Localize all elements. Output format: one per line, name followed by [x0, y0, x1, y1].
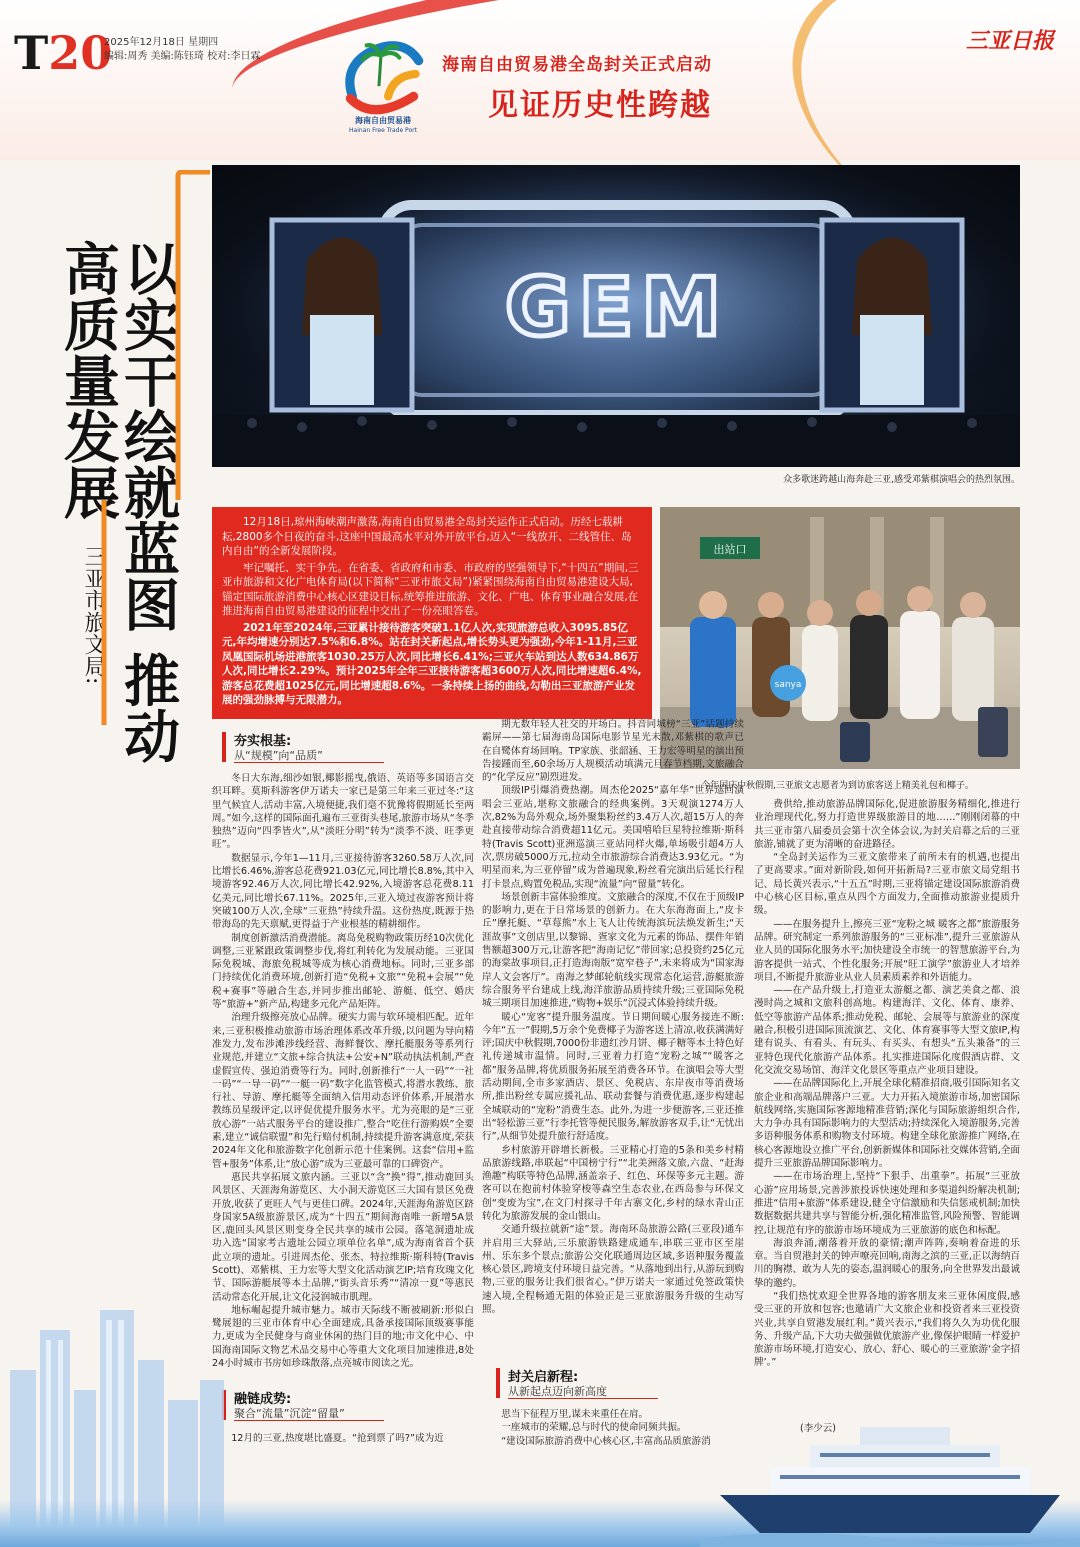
article-column-1b	[212, 1432, 474, 1450]
article-paragraph: 地标崛起提升城市魅力。城市天际线不断被刷新:形似白鹭展翅的三亚市体育中心全面建成,具备承接国际顶级赛事能力,更成为全民健身与商业休闲的热门目的地;市文化中心、中国海南国际文物艺术品交易中心等重大文化项目加速推进,8处24小时城市书房如珍珠散落,点亮城市阅读之光。	[212, 1304, 474, 1370]
masthead: 三亚日报	[966, 28, 1055, 54]
section-head-2: 融链成势: 聚合“流量”沉淀“留量”	[222, 1388, 422, 1428]
header-meta	[104, 36, 260, 64]
article-paragraph: 海浪奔涌,潮落着开放的豪情;潮声阵阵,奏响着奋进的乐章。当自贸港封关的钟声嘹亮回响,南海之滨的三亚,正以海纳百川的胸襟、敢为人先的姿态,温润暖心的服务,向全世界发出最诚挚的邀约。	[754, 1237, 1020, 1289]
article-column-3	[754, 798, 1020, 1416]
article-paragraph: 一座城市的荣耀,总与时代的使命同频共振。	[501, 1422, 687, 1434]
concert-photo	[212, 165, 1020, 467]
section-head-3: 封关启新程: 从新起点迈向新高度	[496, 1366, 696, 1406]
logo-caption: 海南自由贸易港 Hainan Free Trade Port	[349, 116, 417, 134]
issue-date: 2025年12月18日 星期四	[104, 37, 219, 48]
article-column-1	[212, 772, 474, 1380]
headline-source: 三亚市旅文局:	[81, 545, 106, 685]
article-paragraph: 惠民共享拓展文旅内涵。三亚以“含”换“得”,推动鹿回头风景区、天涯海角游览区、大小洞天游览区三大国有景区免费开放,收获了更旺人气与更佳口碑。2024年,天涯海角游览区跻身国家5A级旅游景区,成为“十四五”期间海南唯一新增5A景区,鹿回头风景区则变身全民共享的城市公园。落笔洞遗址成功入选“国家考古遗址公园立项单位名单”,成为海南省首个获此立项的遗址。引进周杰伦、张杰、特拉维斯·斯科特(Travis Scott)、邓紫棋、王力宏等大型文化活动演艺IP;培育玫瑰文化节、国际游艇展等本土品牌,“街头音乐秀”“清凉一夏”等惠民活动常态化开展,让文化浸润城市肌理。	[212, 1171, 474, 1303]
editors-line: 编辑:周秀 美编:陈钰琦 校对:李日霖	[104, 51, 261, 62]
article-column-2	[482, 718, 744, 1358]
intro-paragraph: 12月18日,琼州海峡潮声激荡,海南自由贸易港全岛封关运作正式启动。历经七载耕耘,2800多个日夜的奋斗,这座中国最高水平对外开放平台,迈入“一线放开、二线管住、岛内自由”的全新发展阶段。	[222, 516, 632, 557]
concert-caption: 众多歌迷跨越山海奔赴三亚,感受邓紫棋演唱会的热烈氛围。	[783, 475, 1020, 485]
intro-paragraph: 2021年至2024年,三亚累计接待游客突破1.1亿人次,实现旅游总收入3095.85亿元,年均增速分别达7.5%和6.8%。站在封关新起点,增长势头更为强劲,今年1-11月,三亚凤凰国际机场进港旅客1030.25万人次,同比增长6.41%;三亚火车站到达人数634.86万人次,同比增长2.29%。预计2025年全年三亚接待游客超3600万人次,同比增速超6.4%,游客总花费超1025亿元,同比增速超8.6%。一条持续上扬的曲线,勾勒出三亚旅游产业发展的强劲脉搏与无限潜力。	[222, 621, 642, 706]
intro-box	[212, 507, 652, 719]
article-paragraph: “全岛封关运作为三亚文旅带来了前所未有的机遇,也提出了更高要求。”面对新阶段,如何开拓新局?三亚市旅文局党组书记、局长黄兴表示,“十五五”时期,三亚将锚定建设国际旅游消费中心核心区目标,重点从四个方面发力,全面推动旅游业提质升级。	[754, 852, 1020, 917]
article-paragraph: 场景创新丰富体验维度。文旅融合的深度,不仅在于顶级IP的影响力,更在于日常场景的创新力。在大东海海面上,“皮卡丘”摩托艇、“草莓熊”水上飞人让传统海滨玩法焕发新生;“天涯故事”文创店里,以黎锦、疍家文化为元素的饰品、摆件年销售额超300万元,让游客把“海南记忆”带回家;总投资约25亿元的海棠故事项目,正打造海南版“宽窄巷子”,未来将成为“国家海岸人文会客厅”。南海之梦邮轮航线实现常态化运营,游艇旅游综合服务平台建成上线,海洋旅游品质持续升级;三亚国际免税城三期项目加速推进,“购物+娱乐”沉浸式体验持续升级。	[482, 891, 744, 1010]
article-paragraph: 暖心“宠客”提升服务温度。节日期间暖心服务接连不断:今年“五一”假期,5万余个免费椰子为游客送上清凉,收获满满好评;国庆中秋假期,7000份非遗红沙月饼、椰子糖等本土特色好礼传递城市温情。同时,三亚着力打造“宠粉之城”“暖客之都”服务品牌,将优质服务拓展至消费各环节。在演唱会等大型活动期间,全市多家酒店、景区、免税店、东岸夜市等消费场所,推出粉丝专属应援礼品、联动套餐与消费优惠,逐步构建起全城联动的“宠粉”消费生态。此外,为进一步便游客,三亚还推出“轻松游三亚”行李托管等便民服务,解放游客双手,让“无忧出行”,从细节处提升旅行舒适度。	[482, 1011, 744, 1143]
article-paragraph: 期无数年轻人社交的开场白。抖音同城榜“三亚”话题持续霸屏——第七届海南岛国际电影节星光未散,邓紫棋的歌声已在自鹭体育场回响。TP家族、张韶涵、王力宏等明星的演出预告接踵而至,60余场万人规模活动填满元旦春节档期,文旅融合的“化学反应”剧烈进发。	[482, 719, 744, 784]
intro-paragraph: 牢记嘱托、实干争先。在省委、省政府和市委、市政府的坚强领导下,“十四五”期间,三亚市旅游和文化广电体育局(以下简称“三亚市旅文局”)紧紧围绕海南自由贸易港建设大局,锚定国际旅游消费中心核心区建设目标,统筹推进旅游、文化、广电、体育事业融合发展,在推进海南自由贸易港建设的征程中交出了一份亮眼答卷。	[222, 561, 639, 617]
sanya-sign: sanya	[774, 680, 802, 690]
article-paragraph: 交通升级拉就新“途”景。海南环岛旅游公路(三亚段)通车并启用三大驿站,三乐旅游铁路建成通车,串联三亚市区至崖州、乐东多个景点;旅游公交化联通周边区域,多语种服务覆盖核心景区,跨境支付环境日益完善。“从落地到出行,从游玩到购物,三亚的服务让我们很省心。”伊万诺夫一家通过免签政策快速入境,全程畅通无阻的体验正是三亚旅游服务升级的生动写照。	[482, 1224, 744, 1316]
article-paragraph: 12月的三亚,热度堪比盛夏。“抢到票了吗?”成为近	[231, 1433, 444, 1444]
article-paragraph: 冬日大东海,细沙如银,椰影摇曳,俄语、英语等多国语言交织耳畔。莫斯科游客伊万诺夫一家已是第三年来三亚过冬:“这里气候宜人,活动丰富,入境便捷,我们毫不犹豫将假期延长至两周。”如今,这样的国际面孔遍布三亚街头巷尾,旅游市场从“冬季独热”迈向“四季皆火”,从“淡旺分明”转为“淡季不淡、旺季更旺”。	[212, 773, 474, 851]
station-sign: 出站口	[713, 543, 747, 556]
article-paragraph: ——在服务提升上,擦亮三亚“宠粉之城 暖客之都”旅游服务品牌。研究制定一系列旅游服务的“三亚标准”,提升三亚旅游从业人员的国际化服务水平;加快建设全市统一的智慧旅游平台,为游客提供一站式、个性化服务;开展“旺工演学”旅游业人才培养项目,不断提升旅游业从业人员素质素养和外语能力。	[754, 918, 1020, 983]
section-head-1: 夯实根基: 从“规模”向“品质”	[222, 730, 422, 770]
article-paragraph: 治理升级擦亮放心品牌。硬实力需与软环境相匹配。近年来,三亚积极推动旅游市场治理体系改革升级,以问题为导向精准发力,发布涉滩涉线经营、海鲜餐饮、摩托艇服务等系列行业规范,并建立“文旅+综合执法+公安+N”联动执法机制,严查虚假宣传、强迫消费等行为。同时,创新推行“一人一码”“一社一码”“一导一码”“一艇一码”数字化监管模式,将潜水教练、旅行社、导游、摩托艇等全面纳入信用动态评价体系,开展潜水教练员星级评定,以评促优提升服务水平。尤为亮眼的是“三亚放心游”一站式服务平台的建设推广,整合“吃住行游购娱”全要素,建立“诚信联盟”和先行赔付机制,持续提升游客满意度,荣获2024年文化和旅游数字化创新示范十佳案例。这套“信用+监管+服务”体系,让“放心游”成为三亚最可靠的口碑资产。	[212, 1012, 474, 1170]
article-paragraph: 制度创新激活消费潜能。离岛免税购物政策历经10次优化调整,三亚紧跟政策调整步伐,将红利转化为发展动能。三亚国际免税城、海旅免税城等成为核心消费地标。同时,三亚多部门持续优化消费环境,创新打造“免税+文旅”“免税+会展”“免税+赛事”等融合生态,并同步推出邮轮、游艇、低空、婚庆等“旅游+”新产品,构建多元化产品矩阵。	[212, 932, 474, 1011]
article-paragraph: “建设国际旅游消费中心核心区,丰富高品质旅游消	[501, 1435, 711, 1447]
article-paragraph: ——在产品升级上,打造亚太游艇之都、演艺美食之都、浪漫时尚之城和文旅科创高地。构建海洋、文化、体育、康养、低空等旅游产品体系;推动免税、邮轮、会展等与旅游业的深度融合,积极引进国际顶流演艺、文化、体育赛事等大型文旅IP,构建有说头、有看头、有玩头、有买头、有想头“五头兼备”的三亚特色现代化旅游产品体系。扎实推进国际化度假酒店群、文化交流交易场馆、海洋文化景区等重点产业项目建设。	[754, 985, 1020, 1076]
byline: (李少云)	[800, 1423, 836, 1434]
header-title: 见证历史性跨越	[488, 88, 712, 123]
article-paragraph: 乡村旅游开辟增长新极。三亚精心打造的5条和美乡村精品旅游线路,串联起“中国榜宁行”“北美洲落文旅,六盘、“赶海渔趣”构联等特色品牌,涵盖亲子、红色、环保等多元主题。游客可以在抱前村体验穿梭等森空生态农业,在西岛参与环保文创“变废为宝”,在文门村探寻千年古寨文化,乡村的绿水青山正转化为旅游发展的金山银山。	[482, 1144, 744, 1222]
article-paragraph: ——在品牌国际化上,开展全球化精准招商,吸引国际知名文旅企业和高端品牌落户三亚。大力开拓入境旅游市场,加密国际航线网络,实施国际客源地精准营销;深化与国际旅游组织合作,大力争办具有国际影响力的大型活动;持续深化入境游服务,完善多语种服务体系和购物支付环境。构建全球化旅游推广网络,在核心客源地设立推广平台,创新新媒体和国际社交媒体营销,全面提升三亚旅游品牌国际影响力。	[754, 1078, 1020, 1170]
main-headline: 以实干绘就蓝图 推动高质量发展	[55, 240, 181, 764]
article-paragraph: 顶级IP引爆消费热潮。周杰伦2025“嘉年华”世界巡回演唱会三亚站,堪称文旅融合的经典案例。3天观演1274万人次,82%为岛外观众,场外聚集粉丝约3.4万人次,超15万人的奔赴直接带动综合消费超11亿元。美国嘻哈巨星特拉维斯·斯科特(Travis Scott)亚洲巡演三亚站同样火爆,单场吸引超4万人次,票房破5000万元,拉动全市旅游综合消费达3.93亿元。“为明星而来,为三亚停留”成为普遍现象,粉丝看完演出后延长行程打卡景点,购置免税品,实现“流量”向“留量”转化。	[482, 785, 744, 890]
tourists-caption: 今年国庆中秋假期,三亚旅文志愿者为到访旅客送上精美礼包和椰子。	[701, 781, 974, 791]
article-paragraph: ——在市场治理上,坚持“下狠手、出重拳”。拓展“三亚放心游”应用场景,完善涉旅投诉快速处理和多渠道纠纷解决机制;推进“信用+旅游”体系建设,健全守信激励和失信惩戒机制;加快数据数据共建共享与智能分析,强化精准监管,风险预警、智能调控,让规范有序的旅游市场环境成为三亚旅游的底色和标配。	[754, 1171, 1020, 1236]
cruise-ship-icon	[700, 1415, 1080, 1547]
page-number: T20	[14, 26, 113, 80]
hainan-ftp-logo-icon	[332, 24, 434, 128]
headline-frame	[100, 170, 220, 730]
header-subtitle: 海南自由贸易港全岛封关正式启动	[442, 55, 712, 75]
article-paragraph: 数据显示,今年1—11月,三亚接待游客3260.58万人次,同比增长6.46%,游客总花费921.03亿元,同比增长8.8%,其中入境游客92.46万人次,同比增长42.92%,入境游客总花费8.11亿美元,同比增长67.11%。2025年,三亚入境过夜游客预计将突破100万人次,全球“三亚热”持续升温。这份热度,既源于热带海岛的先天禀赋,更得益于产业根基的精耕细作。	[212, 852, 474, 931]
gem-screen-text: GEM	[505, 261, 729, 354]
article-paragraph: 费供给,推动旅游品牌国际化,促进旅游服务精细化,推进行业治理现代化,努力打造世界级旅游目的地……”刚刚闭幕的中共三亚市第八届委员会第十次全体会议,为封关启幕之后的三亚旅游,铺就了更为清晰的奋进路径。	[754, 799, 1020, 850]
article-paragraph: 思当下征程万里,谋未来重任在肩。	[501, 1409, 649, 1420]
article-paragraph: “我们热忱欢迎全世界各地的游客朋友来三亚休闲度假,感受三亚的开放和包容;也邀请广大文旅企业和投资者来三亚投资兴业,共享自贸港发展红利。”黄兴表示,“我们将久久为功优化服务、升级产品,下大功夫做强做优旅游产业,像保护眼睛一样爱护旅游市场环境,打造安心、放心、舒心、暖心的三亚旅游‘金字招牌’。”	[754, 1290, 1020, 1369]
